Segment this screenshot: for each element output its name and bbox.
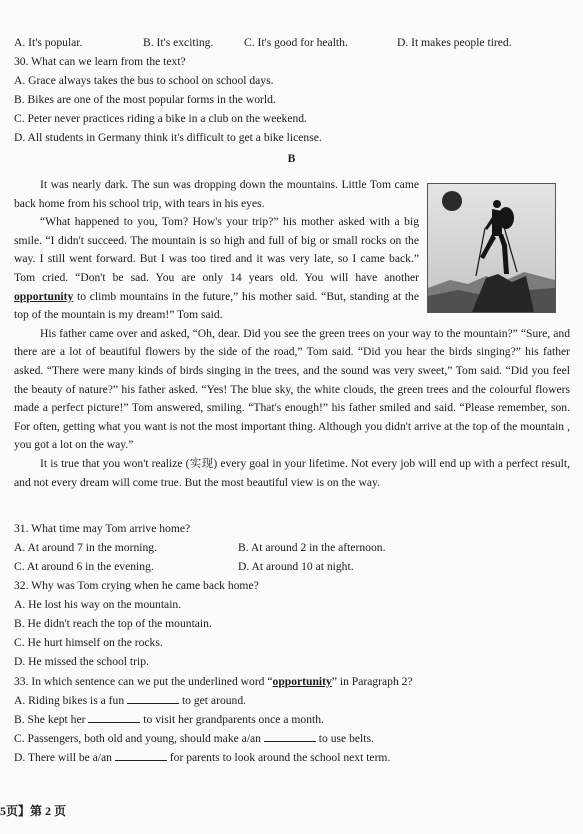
q31-option-d[interactable]: D. At around 10 at night. bbox=[238, 560, 354, 573]
paragraph-2-text-before: “What happened to you, Tom? How's your trip?” his mother asked with a big smile. “I didn't succeed. The mountain is so high and full of big or small rocks on the way. I still went forward. But I was too tired and it was very late, so I came back.” Tom cried. “Don't be sad. You are only 14 years old. You will have another bbox=[14, 215, 419, 284]
q29-option-d[interactable]: D. It makes people tired. bbox=[397, 36, 512, 49]
passage-paragraph-2 bbox=[14, 213, 570, 325]
q31-option-a[interactable]: A. At around 7 in the morning. bbox=[14, 541, 157, 554]
passage-paragraph-3: His father came over and asked, “Oh, dear. Did you see the green trees on your way to the mountain?” “Sure, and there are a lot of beautiful flowers by the side of the road,” Tom said. “Did you hear the birds singing?” his father asked. “There were many kinds of birds singing in the trees, and the sound was very sweet,” Tom said. “Did you feel the beauty of nature?” his father asked. “Yes! The blue sky, the white clouds, the green trees and the colourful flowers made a perfect picture!” Tom answered, smiling. “That's enough!” his father smiled and said. “Please remember, son. For often, getting what you want is not the most important thing. Although you didn't arrive at the top of the mountain , you got a lot on the way.” bbox=[14, 326, 570, 452]
q33-c-text-before: C. Passengers, both old and young, should make a/an bbox=[14, 732, 261, 745]
q30-option-c[interactable]: C. Peter never practices riding a bike in a club on the weekend. bbox=[14, 112, 307, 125]
q30-option-d[interactable]: D. All students in Germany think it's difficult to get a bike license. bbox=[14, 131, 322, 144]
section-heading: B bbox=[287, 152, 296, 165]
q33-d-text-before: D. There will be a/an bbox=[14, 751, 112, 764]
q33-option-a[interactable] bbox=[14, 692, 246, 711]
q32-option-d[interactable]: D. He missed the school trip. bbox=[14, 655, 149, 668]
q33-option-b[interactable] bbox=[14, 711, 324, 730]
q31-stem: 31. What time may Tom arrive home? bbox=[14, 522, 191, 535]
page-number-footer: 5页】第 2 页 bbox=[0, 804, 67, 818]
q32-option-b[interactable]: B. He didn't reach the top of the mountain. bbox=[14, 617, 212, 630]
q33-stem-before: 33. In which sentence can we put the underlined word “ bbox=[14, 675, 273, 688]
underlined-word-opportunity: opportunity bbox=[14, 289, 74, 303]
q33-c-text-after: to use belts. bbox=[318, 732, 374, 745]
q33-option-c[interactable] bbox=[14, 730, 374, 749]
passage-paragraph-4: It is true that you won't realize (实现) every goal in your lifetime. Not every job will end up with a perfect result, and not every dream will come true. But the most beautiful view is on the way. bbox=[14, 456, 570, 489]
q32-stem: 32. Why was Tom crying when he came back home? bbox=[14, 579, 259, 592]
q29-option-a[interactable]: A. It's popular. bbox=[14, 36, 83, 49]
passage-paragraph-1: It was nearly dark. The sun was dropping down the mountains. Little Tom came back home from his school trip, with tears in his eyes. bbox=[14, 178, 419, 210]
q32-option-c[interactable]: C. He hurt himself on the rocks. bbox=[14, 636, 163, 649]
q30-option-b[interactable]: B. Bikes are one of the most popular forms in the world. bbox=[14, 93, 276, 106]
q29-option-c[interactable]: C. It's good for health. bbox=[244, 36, 348, 49]
q31-option-b[interactable]: B. At around 2 in the afternoon. bbox=[238, 541, 386, 554]
q33-stem bbox=[14, 673, 413, 692]
q32-option-a[interactable]: A. He lost his way on the mountain. bbox=[14, 598, 182, 611]
q33-b-text-after: to visit her grandparents once a month. bbox=[143, 713, 324, 726]
q29-option-b[interactable]: B. It's exciting. bbox=[143, 36, 214, 49]
q30-stem: 30. What can we learn from the text? bbox=[14, 55, 186, 68]
q33-b-text-before: B. She kept her bbox=[14, 713, 86, 726]
q33-underlined-word: opportunity bbox=[272, 675, 332, 688]
answer-blank bbox=[88, 711, 140, 723]
q30-option-a[interactable]: A. Grace always takes the bus to school on school days. bbox=[14, 74, 274, 87]
answer-blank bbox=[264, 730, 316, 742]
q33-a-text-after: to get around. bbox=[181, 694, 247, 707]
q33-a-text-before: A. Riding bikes is a fun bbox=[14, 694, 125, 707]
answer-blank bbox=[115, 749, 167, 761]
paragraph-2-text-after: to climb mountains in the future,” his mother said. “But, standing at the top of the mountain is my dream!” Tom said. bbox=[14, 289, 419, 322]
q33-stem-after: ” in Paragraph 2? bbox=[331, 675, 413, 688]
reading-passage-b bbox=[14, 176, 570, 492]
q31-option-c[interactable]: C. At around 6 in the evening. bbox=[14, 560, 154, 573]
answer-blank bbox=[127, 692, 179, 704]
q33-d-text-after: for parents to look around the school next term. bbox=[169, 751, 391, 764]
q33-option-d[interactable] bbox=[14, 749, 390, 768]
